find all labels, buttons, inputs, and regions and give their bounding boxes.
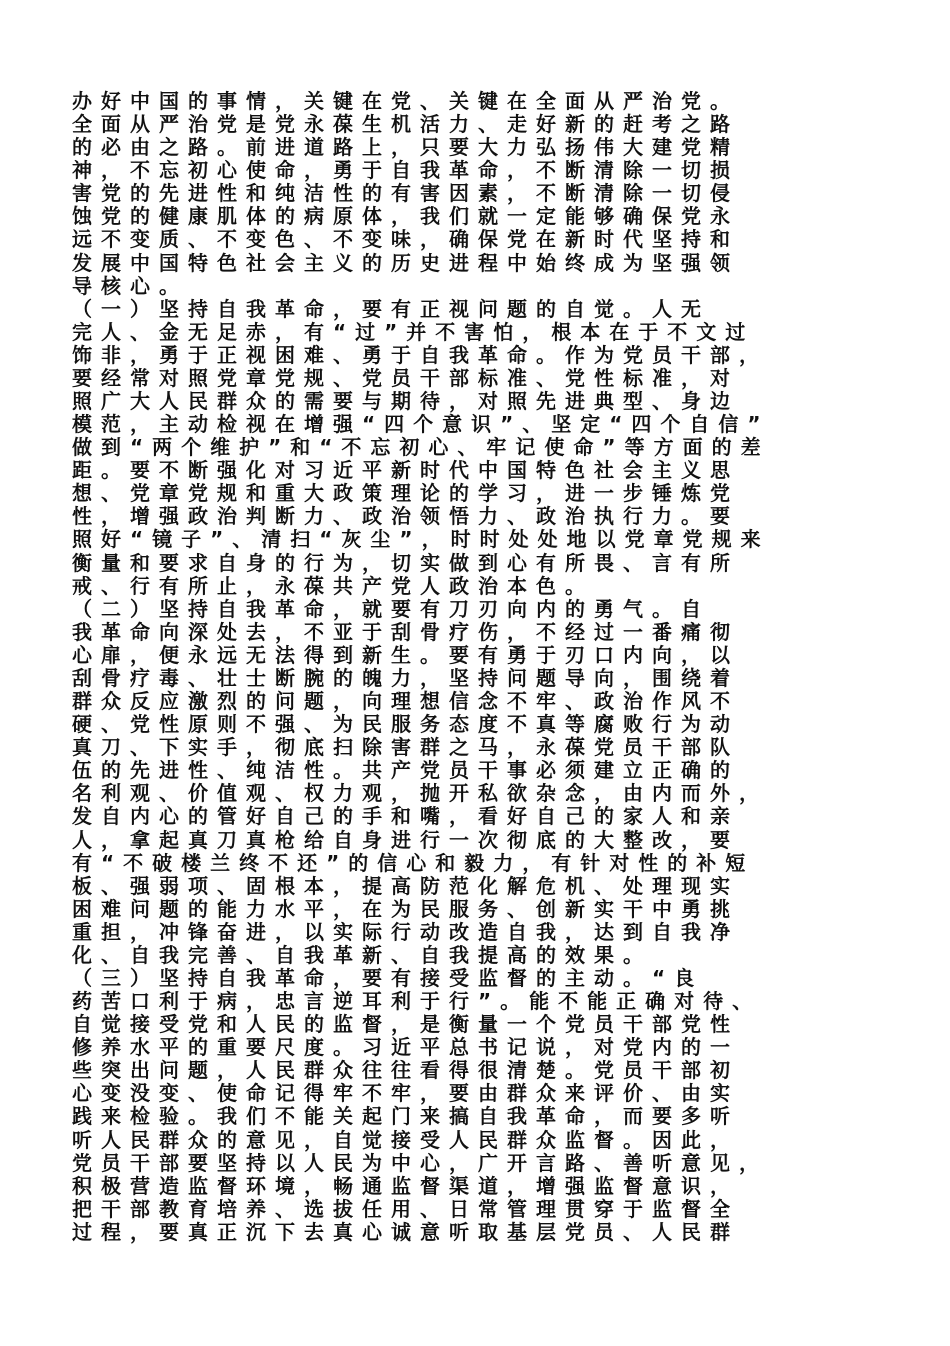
text-line: 我革命向深处去，不亚于刮骨疗伤，不经过一番痛彻 bbox=[72, 619, 739, 644]
text-line: 模范，主动检视在增强“四个意识”、坚定“四个自信” bbox=[72, 412, 770, 437]
text-line: 刮骨疗毒、壮士断腕的魄力，坚持问题导向，围绕着 bbox=[72, 665, 739, 690]
text-line: 导核心。 bbox=[72, 273, 188, 298]
text-line: 饰非，勇于正视困难、勇于自我革命。作为党员干部， bbox=[72, 342, 768, 367]
text-line: 心变没变、使命记得牢不牢，要由群众来评价、由实 bbox=[72, 1081, 739, 1106]
text-line: 全面从严治党是党永葆生机活力、走好新的赶考之路 bbox=[72, 112, 739, 137]
text-line: 蚀党的健康肌体的病原体，我们就一定能够确保党永 bbox=[72, 204, 739, 229]
text-line: 做到“两个维护”和“不忘初心、牢记使命”等方面的差 bbox=[72, 435, 770, 460]
text-line: 发自内心的管好自己的手和嘴，看好自己的家人和亲 bbox=[72, 804, 739, 829]
text-line: 重担，冲锋奋进，以实际行动改造自我，达到自我净 bbox=[72, 919, 739, 944]
text-line: 伍的先进性、纯洁性。共产党员干事必须建立正确的 bbox=[72, 758, 739, 783]
text-line: 板、强弱项、固根本，提高防范化解危机、处理现实 bbox=[72, 873, 739, 898]
text-line: 听人民群众的意见，自觉接受人民群众监督。因此， bbox=[72, 1127, 739, 1152]
text-line: （三）坚持自我革命，要有接受监督的主动。“良 bbox=[72, 965, 704, 990]
text-line: 的必由之路。前进道路上，只要大力弘扬伟大建党精 bbox=[72, 135, 739, 160]
text-line: 戒、行有所止，永葆共产党人政治本色。 bbox=[72, 573, 594, 598]
text-line: 害党的先进性和纯洁性的有害因素，不断清除一切侵 bbox=[72, 181, 739, 206]
text-line: 修养水平的重要尺度。习近平总书记说，对党内的一 bbox=[72, 1035, 739, 1060]
text-line: （二）坚持自我革命，就要有刀刃向内的勇气。自 bbox=[72, 596, 710, 621]
text-line: 心扉，便永远无法得到新生。要有勇于刃口内向，以 bbox=[72, 642, 739, 667]
text-line: 神，不忘初心使命，勇于自我革命，不断清除一切损 bbox=[72, 158, 739, 183]
text-line: 困难问题的能力水平，在为民服务、创新实干中勇挑 bbox=[72, 896, 739, 921]
text-line: 化、自我完善、自我革新、自我提高的效果。 bbox=[72, 942, 652, 967]
text-line: （一）坚持自我革命，要有正视问题的自觉。人无 bbox=[72, 296, 710, 321]
text-line: 硬、党性原则不强、为民服务态度不真等腐败行为动 bbox=[72, 712, 739, 737]
text-line: 有“不破楼兰终不还”的信心和毅力，有针对性的补短 bbox=[72, 850, 755, 875]
text-line: 党员干部要坚持以人民为中心，广开言路、善听意见， bbox=[72, 1150, 768, 1175]
text-line: 距。要不断强化对习近平新时代中国特色社会主义思 bbox=[72, 458, 739, 483]
text-line: 把干部教育培养、选拔任用、日常管理贯穿于监督全 bbox=[72, 1196, 739, 1221]
text-line: 性，增强政治判断力、政治领悟力、政治执行力。要 bbox=[72, 504, 739, 529]
text-line: 群众反应激烈的问题，向理想信念不牢、政治作风不 bbox=[72, 689, 739, 714]
text-line: 发展中国特色社会主义的历史进程中始终成为坚强领 bbox=[72, 250, 739, 275]
text-line: 想、党章党规和重大政策理论的学习，进一步锤炼党 bbox=[72, 481, 739, 506]
text-line: 衡量和要求自身的行为，切实做到心有所畏、言有所 bbox=[72, 550, 739, 575]
text-line: 积极营造监督环境，畅通监督渠道，增强监督意识， bbox=[72, 1173, 739, 1198]
text-line: 药苦口利于病，忠言逆耳利于行”。能不能正确对待、 bbox=[72, 989, 762, 1014]
text-line: 照好“镜子”、清扫“灰尘”，时时处处地以党章党规来 bbox=[72, 527, 770, 552]
document-body bbox=[72, 90, 902, 1244]
text-line: 名利观、价值观、权力观，抛开私欲杂念，由内而外， bbox=[72, 781, 768, 806]
text-line: 过程，要真正沉下去真心诚意听取基层党员、人民群 bbox=[72, 1219, 739, 1244]
text-line: 办好中国的事情，关键在党、关键在全面从严治党。 bbox=[72, 89, 739, 113]
text-line: 完人、金无足赤，有“过”并不害怕，根本在于不文过 bbox=[72, 319, 755, 344]
text-line: 些突出问题，人民群众往往看得很清楚。党员干部初 bbox=[72, 1058, 739, 1083]
text-line: 自觉接受党和人民的监督，是衡量一个党员干部党性 bbox=[72, 1012, 739, 1037]
text-line: 照广大人民群众的需要与期待，对照先进典型、身边 bbox=[72, 389, 739, 414]
text-line: 真刀、下实手，彻底扫除害群之马，永葆党员干部队 bbox=[72, 735, 739, 760]
text-line: 践来检验。我们不能关起门来搞自我革命，而要多听 bbox=[72, 1104, 739, 1129]
text-line: 要经常对照党章党规、党员干部标准、党性标准，对 bbox=[72, 365, 739, 390]
text-line: 远不变质、不变色、不变味，确保党在新时代坚持和 bbox=[72, 227, 739, 252]
text-line: 人，拿起真刀真枪给自身进行一次彻底的大整改，要 bbox=[72, 827, 739, 852]
